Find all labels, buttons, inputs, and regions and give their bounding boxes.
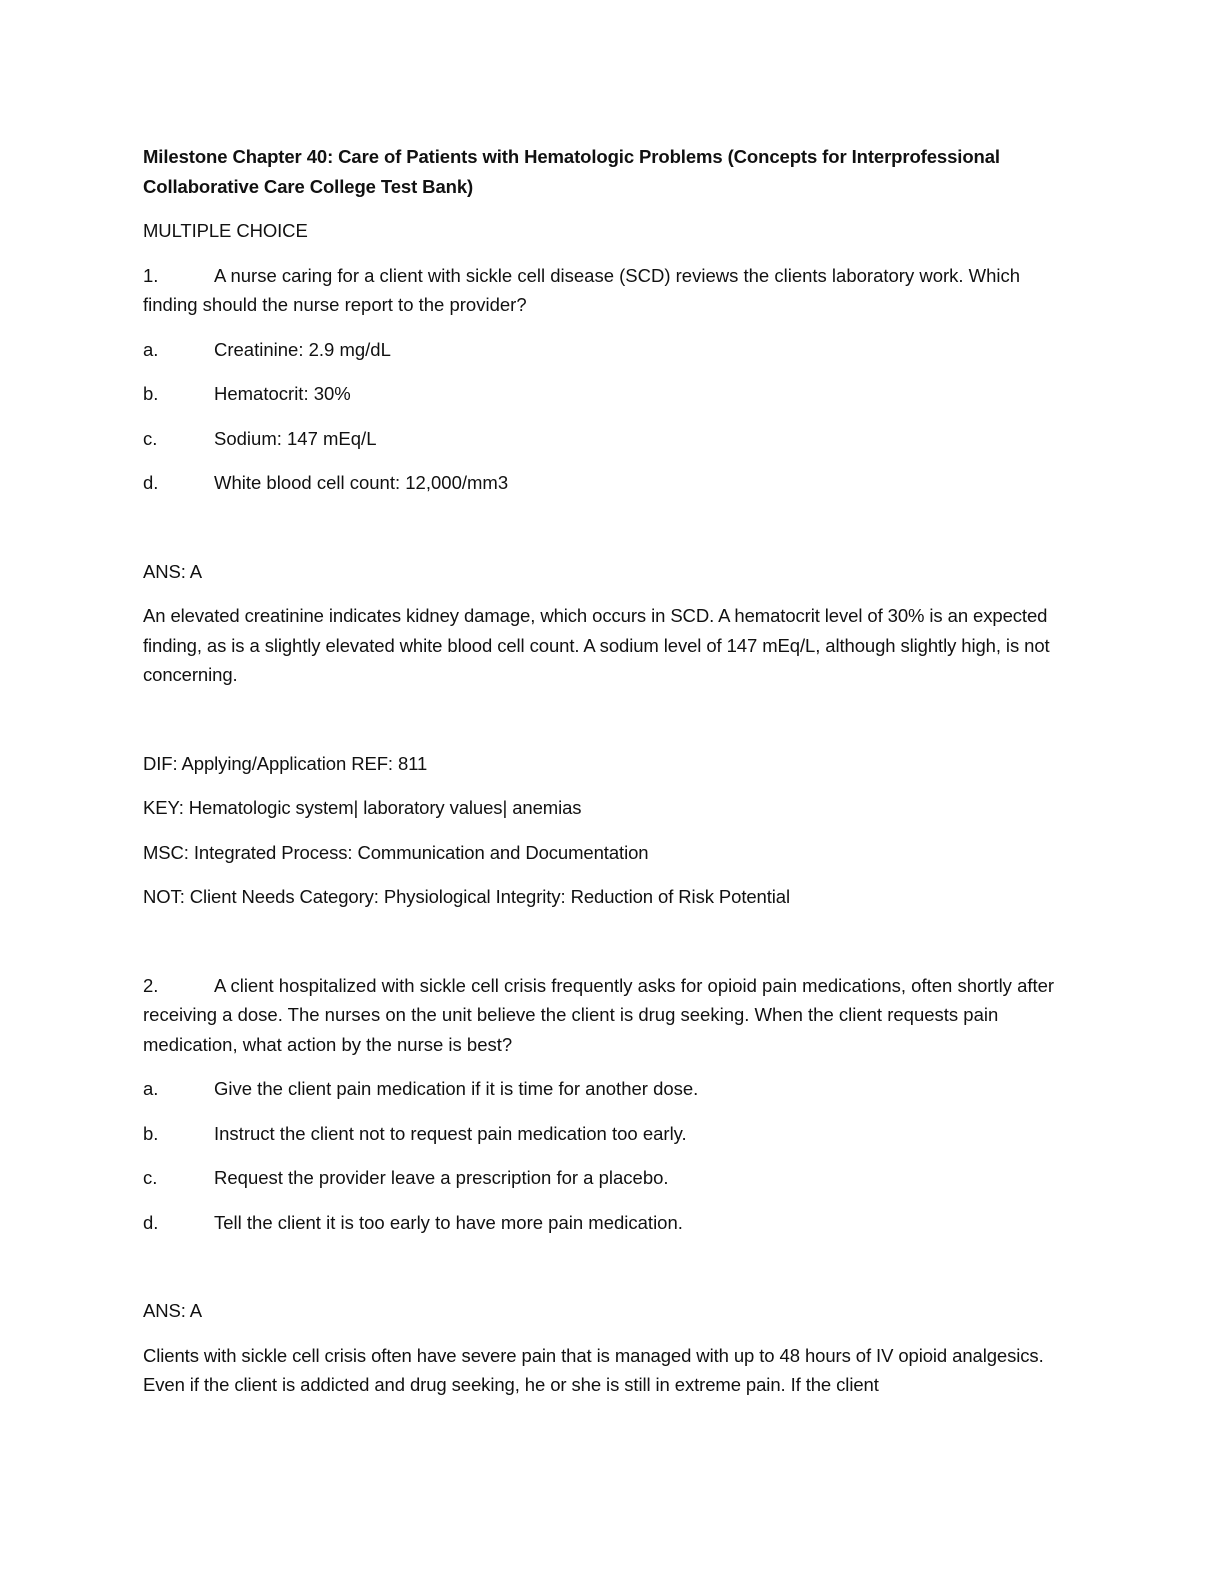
question-1-option-d — [143, 468, 1063, 498]
question-1-option-a — [143, 335, 1063, 365]
question-1-not: NOT: Client Needs Category: Physiological Integrity: Reduction of Risk Potential — [143, 886, 790, 907]
question-1-dif: DIF: Applying/Application REF: 811 — [143, 752, 428, 774]
option-letter: a. — [143, 338, 159, 360]
question-2-text: A client hospitalized with sickle cell crisis frequently asks for opioid pain medications, often shortly after receiving a dose. The nurses on the unit believe the client is drug seeking. When the client requests pain medication, what action by the nurse is best? — [143, 974, 1055, 1055]
option-letter: d. — [143, 1211, 159, 1233]
option-letter: c. — [143, 427, 158, 449]
option-letter: d. — [143, 472, 159, 493]
option-text: Hematocrit: 30% — [214, 383, 351, 404]
option-text: Tell the client it is too early to have more pain medication. — [214, 1211, 683, 1233]
question-2-option-b — [143, 1119, 1063, 1149]
question-2-option-a — [143, 1074, 1063, 1104]
question-1-key: KEY: Hematologic system| laboratory values| anemias — [143, 797, 582, 818]
option-letter: c. — [143, 1167, 158, 1188]
question-2-number: 2. — [143, 974, 159, 996]
option-letter: b. — [143, 383, 159, 404]
question-1-number: 1. — [143, 264, 159, 286]
document-title: Milestone Chapter 40: Care of Patients with Hematologic Problems (Concepts for Interprofessional Collaborative Care College Test Bank) — [143, 146, 1000, 197]
question-1-text: A nurse caring for a client with sickle cell disease (SCD) reviews the clients laboratory work. Which finding should the nurse report to the provider? — [143, 264, 1021, 315]
question-1-stem — [143, 261, 1063, 320]
question-1-option-c — [143, 424, 1063, 454]
option-letter: b. — [143, 1122, 159, 1144]
question-1-option-b — [143, 379, 1063, 409]
question-2-stem — [143, 971, 1063, 1060]
option-text: White blood cell count: 12,000/mm3 — [214, 472, 509, 493]
question-2-rationale: Clients with sickle cell crisis often have severe pain that is managed with up to 48 hours of IV opioid analgesics. Even if the client is addicted and drug seeking, he or she is still in extreme pain. If the client — [143, 1344, 1044, 1395]
option-text: Request the provider leave a prescription for a placebo. — [214, 1167, 669, 1188]
option-text: Give the client pain medication if it is time for another dose. — [214, 1078, 699, 1099]
section-heading: MULTIPLE CHOICE — [143, 220, 308, 241]
option-text: Instruct the client not to request pain medication too early. — [214, 1122, 687, 1144]
option-text: Sodium: 147 mEq/L — [214, 427, 377, 449]
option-text: Creatinine: 2.9 mg/dL — [214, 338, 391, 360]
question-1-rationale: An elevated creatinine indicates kidney damage, which occurs in SCD. A hematocrit level of 30% is an expected finding, as is a slightly elevated white blood cell count. A sodium level of 147 mEq/L, although slightly high, is not concerning. — [143, 605, 1050, 685]
question-1-msc: MSC: Integrated Process: Communication and Documentation — [143, 841, 649, 863]
question-2-option-d — [143, 1208, 1063, 1238]
question-2-answer: ANS: A — [143, 1300, 203, 1321]
document-page — [143, 142, 1063, 1400]
option-letter: a. — [143, 1078, 159, 1099]
question-2-option-c — [143, 1163, 1063, 1193]
question-1-answer: ANS: A — [143, 560, 203, 582]
